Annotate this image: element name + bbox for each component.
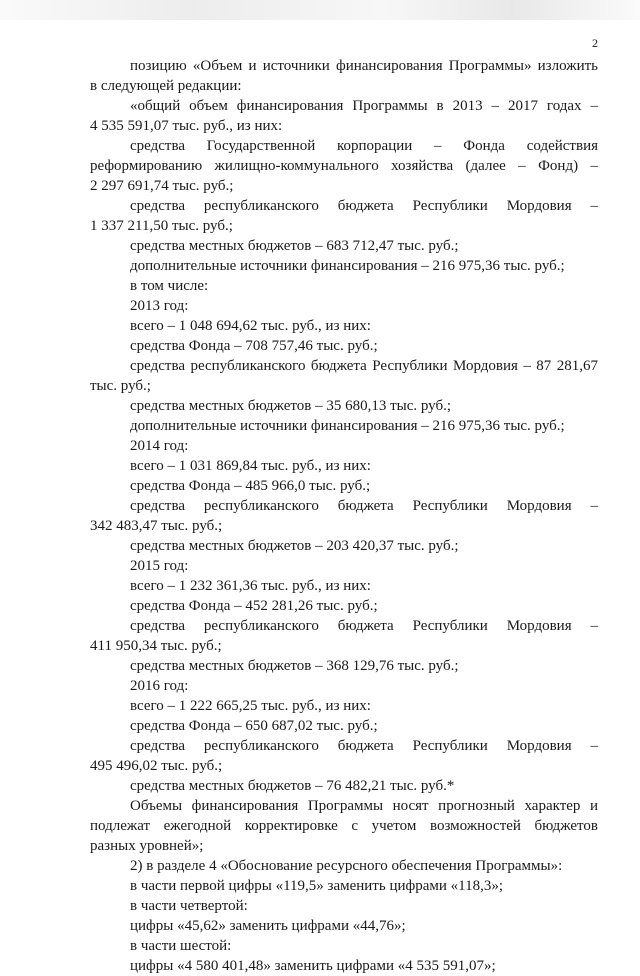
text-line: всего – 1 232 361,36 тыс. руб., из них: (130, 578, 371, 594)
text-line: 411 950,34 тыс. руб.; (90, 638, 222, 654)
document-body (90, 56, 598, 976)
text-line: Объемы финансирования Программы носят прогнозный характер и (130, 798, 598, 814)
text-line: средства Фонда – 452 281,26 тыс. руб.; (130, 598, 378, 614)
text-line: 2015 год: (130, 558, 189, 574)
text-line: цифры «45,62» заменить цифрами «44,76»; (130, 918, 406, 934)
text-line: всего – 1 222 665,25 тыс. руб., из них: (130, 698, 371, 714)
text-line: средства местных бюджетов – 683 712,47 тыс. руб.; (130, 238, 459, 254)
text-line: тыс. руб.; (90, 378, 151, 394)
text-line: реформированию жилищно-коммунального хозяйства (далее – Фонд) – (90, 158, 598, 174)
text-line: средства республиканского бюджета Республики Мордовия – (130, 618, 598, 634)
text-line: средства местных бюджетов – 76 482,21 тыс. руб.* (130, 778, 455, 794)
text-line: позицию «Объем и источники финансирования Программы» изложить (130, 58, 598, 74)
page-number: 2 (592, 36, 598, 50)
text-line: в том числе: (130, 278, 209, 294)
text-line: «общий объем финансирования Программы в 2013 – 2017 годах – (130, 98, 598, 114)
text-line: 342 483,47 тыс. руб.; (90, 518, 223, 534)
text-line: 4 535 591,07 тыс. руб., из них: (90, 118, 283, 134)
text-line: средства республиканского бюджета Республики Мордовия – 87 281,67 (130, 358, 598, 374)
text-line: средства Фонда – 485 966,0 тыс. руб.; (130, 478, 371, 494)
text-line: дополнительные источники финансирования – 216 975,36 тыс. руб.; (130, 418, 565, 434)
text-line: средства Фонда – 650 687,02 тыс. руб.; (130, 718, 378, 734)
text-line: средства местных бюджетов – 203 420,37 тыс. руб.; (130, 538, 459, 554)
text-line: в следующей редакции: (90, 78, 242, 94)
text-line: средства Государственной корпорации – Фонда содействия (130, 138, 598, 154)
text-line: в части четвертой: (130, 898, 248, 914)
text-line: средства республиканского бюджета Республики Мордовия – (130, 198, 598, 214)
text-line: средства местных бюджетов – 368 129,76 тыс. руб.; (130, 658, 459, 674)
text-line: 495 496,02 тыс. руб.; (90, 758, 223, 774)
text-line: средства Фонда – 708 757,46 тыс. руб.; (130, 338, 378, 354)
text-line: 2013 год: (130, 298, 189, 314)
text-line: дополнительные источники финансирования – 216 975,36 тыс. руб.; (130, 258, 565, 274)
text-line: в части первой цифры «119,5» заменить цифрами «118,3»; (130, 878, 504, 894)
text-line: средства республиканского бюджета Республики Мордовия – (130, 738, 598, 754)
text-line: средства местных бюджетов – 35 680,13 тыс. руб.; (130, 398, 452, 414)
text-line: 2) в разделе 4 «Обоснование ресурсного обеспечения Программы»: (130, 858, 563, 874)
text-line: цифры «4 580 401,48» заменить цифрами «4 535 591,07»; (130, 958, 496, 974)
text-line: 2 297 691,74 тыс. руб.; (90, 178, 234, 194)
text-line: всего – 1 048 694,62 тыс. руб., из них: (130, 318, 371, 334)
text-line: подлежат ежегодной корректировке с учетом возможностей бюджетов (90, 818, 598, 834)
text-line: в части шестой: (130, 938, 232, 954)
text-line: 1 337 211,50 тыс. руб.; (90, 218, 233, 234)
text-line: 2014 год: (130, 438, 189, 454)
text-line: разных уровней»; (90, 838, 204, 854)
text-line: всего – 1 031 869,84 тыс. руб., из них: (130, 458, 371, 474)
text-line: средства республиканского бюджета Республики Мордовия – (130, 498, 598, 514)
text-line: 2016 год: (130, 678, 189, 694)
scan-artifact-strip (0, 0, 640, 20)
